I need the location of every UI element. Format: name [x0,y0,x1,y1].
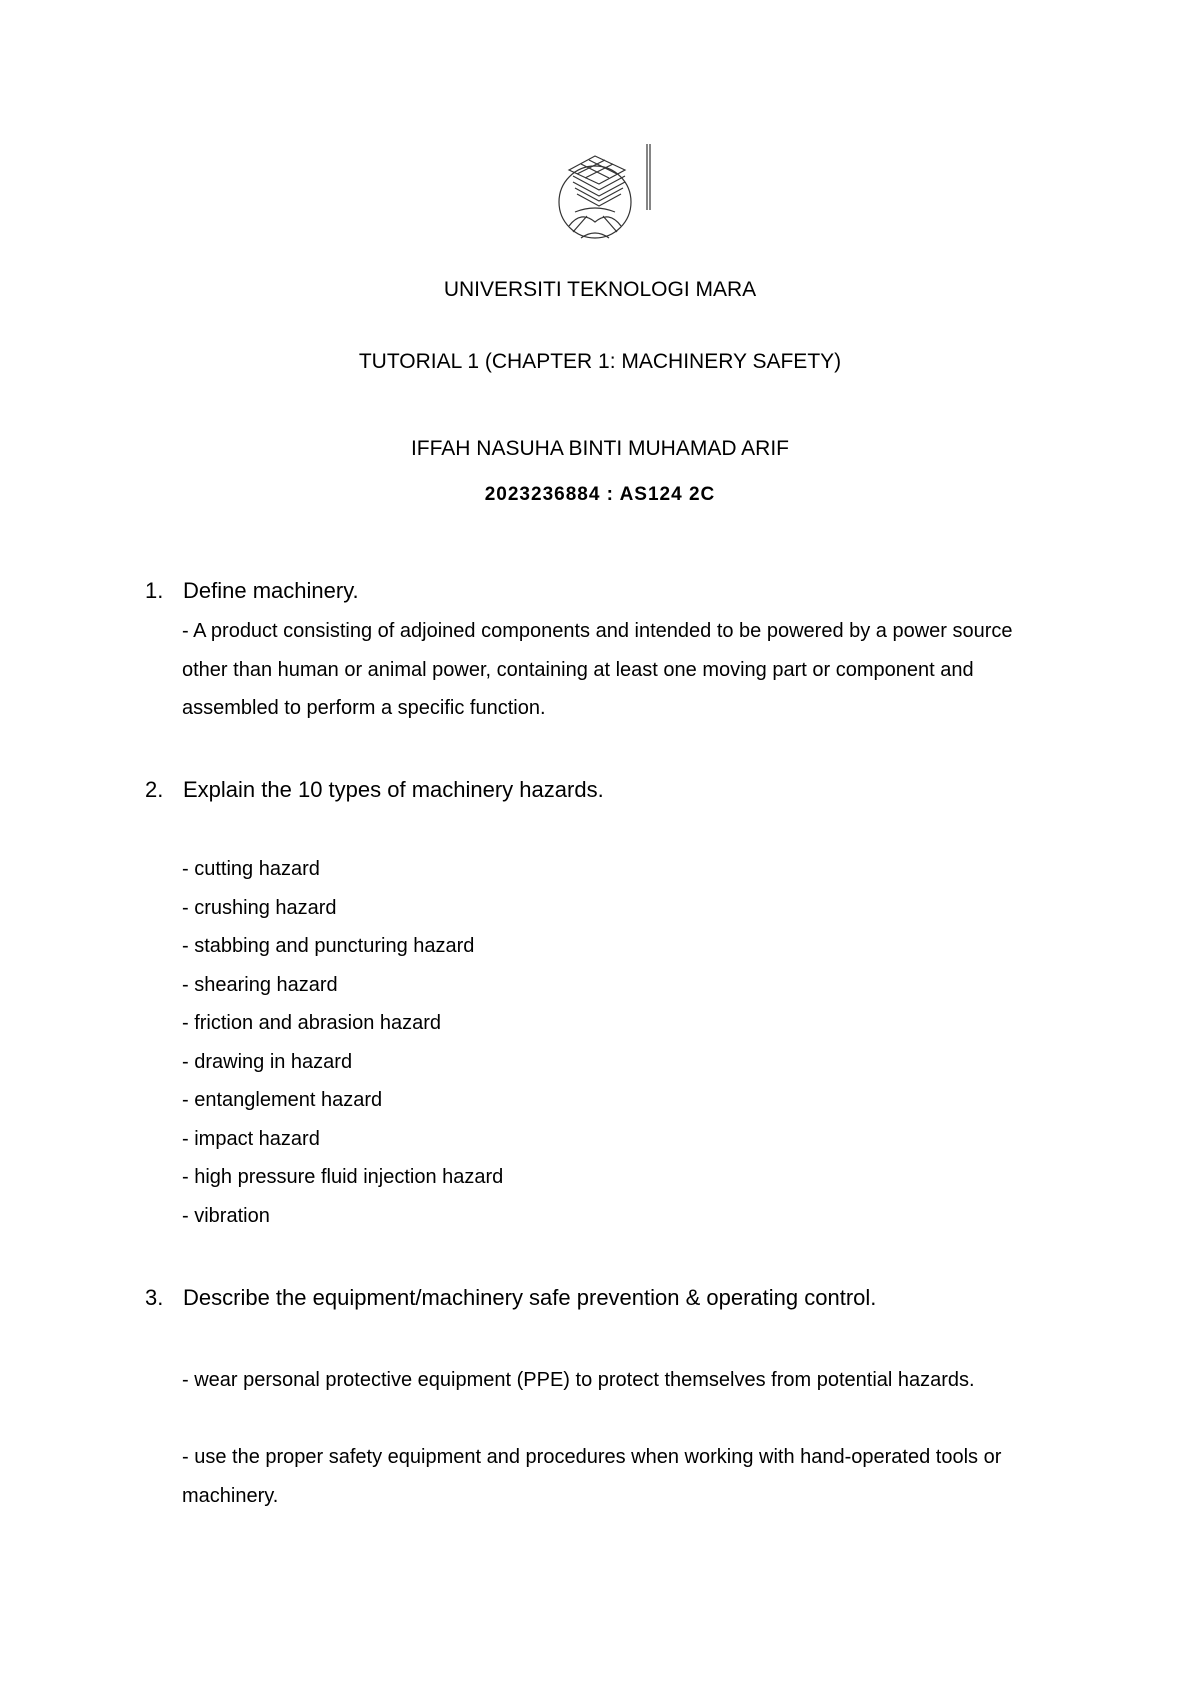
list-item: - stabbing and puncturing hazard [182,935,475,957]
list-item: - high pressure fluid injection hazard [182,1166,504,1188]
hazard-list [182,850,503,1235]
list-item: - shearing hazard [182,973,338,996]
university-crest-icon [555,140,655,248]
question-2-number: 2. [145,777,164,802]
question-3-answer-2: - use the proper safety equipment and procedures when working with hand-operated tools or machinery. [182,1446,1002,1507]
question-1-title [145,578,359,604]
list-item: - crushing hazard [182,896,337,919]
question-2-title [145,777,604,803]
question-3-text: Describe the equipment/machinery safe prevention & operating control. [183,1285,877,1310]
question-3-answer-1: - wear personal protective equipment (PPE) to protect themselves from potential hazards. [182,1369,975,1391]
question-1-number: 1. [145,578,164,603]
university-name: UNIVERSITI TEKNOLOGI MARA [443,278,757,301]
list-item: - vibration [182,1204,270,1227]
student-id: 2023236884 : AS124 2C [484,484,716,505]
list-item: - entanglement hazard [182,1089,383,1111]
list-item: - drawing in hazard [182,1050,353,1073]
question-3-number: 3. [145,1285,164,1310]
list-item: - cutting hazard [182,858,320,880]
tutorial-title: TUTORIAL 1 (CHAPTER 1: MACHINERY SAFETY) [358,350,842,373]
student-name: IFFAH NASUHA BINTI MUHAMAD ARIF [410,437,790,460]
question-1-text: Define machinery. [183,578,359,603]
question-1-answer: - A product consisting of adjoined components and intended to be powered by a power source other than human or animal power, containing at least one moving part or component and assembled to perform a specific function. [182,620,1013,719]
list-item: - impact hazard [182,1127,320,1150]
list-item: - friction and abrasion hazard [182,1012,442,1034]
question-3-title [145,1285,876,1311]
question-2-text: Explain the 10 types of machinery hazards. [183,777,604,802]
